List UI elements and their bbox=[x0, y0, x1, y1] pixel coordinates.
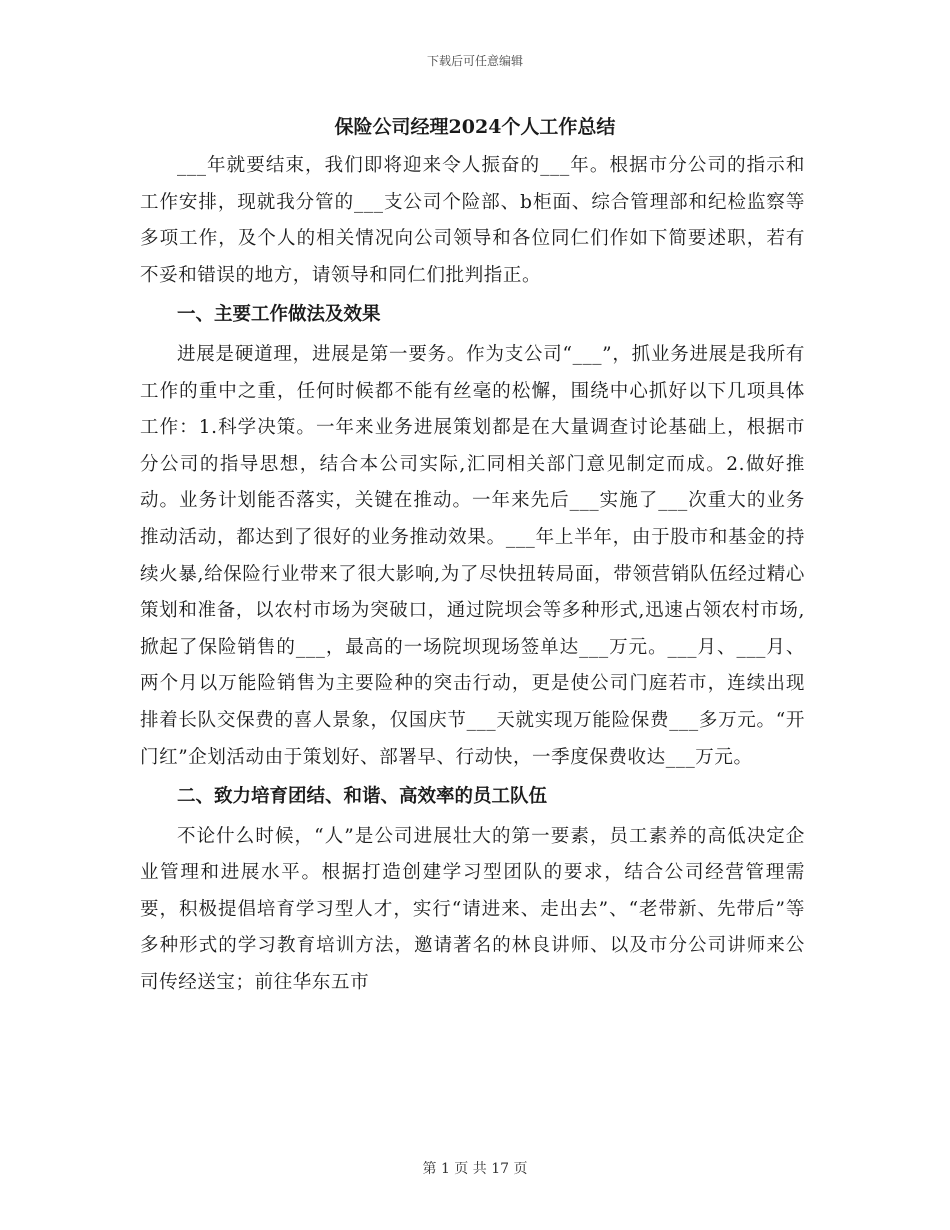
section-2-heading: 二、致力培育团结、和谐、高效率的员工队伍 bbox=[177, 786, 548, 808]
document-body bbox=[140, 148, 805, 1002]
section-1-heading: 一、主要工作做法及效果 bbox=[177, 304, 381, 326]
section-1-paragraph: 进展是硬道理，进展是第一要务。作为支公司“___”，抓业务进展是我所有工作的重中之重，任何时候都不能有丝毫的松懈，围绕中心抓好以下几项具体工作：1.科学决策。一年来业务进展策划都是在大量调查讨论基础上，根据市分公司的指导思想，结合本公司实际,汇同相关部门意见制定而成。2.做好推动。业务计划能否落实，关键在推动。一年来先后___实施了___次重大的业务推动活动，都达到了很好的业务推动效果。___年上半年，由于股市和基金的持续火暴,给保险行业带来了很大影响,为了尽快扭转局面，带领营销队伍经过精心策划和准备，以农村市场为突破口，通过院坝会等多种形式,迅速占领农村市场,掀起了保险销售的___，最高的一场院坝现场签单达___万元。___月、___月、两个月以万能险销售为主要险种的突击行动，更是使公司门庭若市，连续出现排着长队交保费的喜人景象，仅国庆节___天就实现万能险保费___多万元。“开门红”企划活动由于策划好、部署早、行动快，一季度保费收达___万元。 bbox=[140, 343, 805, 768]
intro-paragraph: ___年就要结束，我们即将迎来令人振奋的___年。根据市分公司的指示和工作安排，现就我分管的___支公司个险部、b柜面、综合管理部和纪检监察等多项工作，及个人的相关情况向公司领导和各位同仁们作如下简要述职，若有不妥和错误的地方，请领导和同仁们批判指正。 bbox=[140, 155, 805, 286]
document-title: 保险公司经理2024个人工作总结 bbox=[334, 116, 616, 138]
header-note: 下载后可任意编辑 bbox=[426, 54, 523, 68]
section-2-paragraph: 不论什么时候，“人”是公司进展壮大的第一要素，员工素养的高低决定企业管理和进展水平。根据打造创建学习型团队的要求，结合公司经营管理需要，积极提倡培育学习型人才，实行“请进来、走出去”、“老带新、先带后”等多种形式的学习教育培训方法，邀请著名的林良讲师、以及市分公司讲师来公司传经送宝；前往华东五市 bbox=[140, 825, 805, 994]
page-number-footer: 第 1 页 共 17 页 bbox=[422, 1161, 528, 1177]
